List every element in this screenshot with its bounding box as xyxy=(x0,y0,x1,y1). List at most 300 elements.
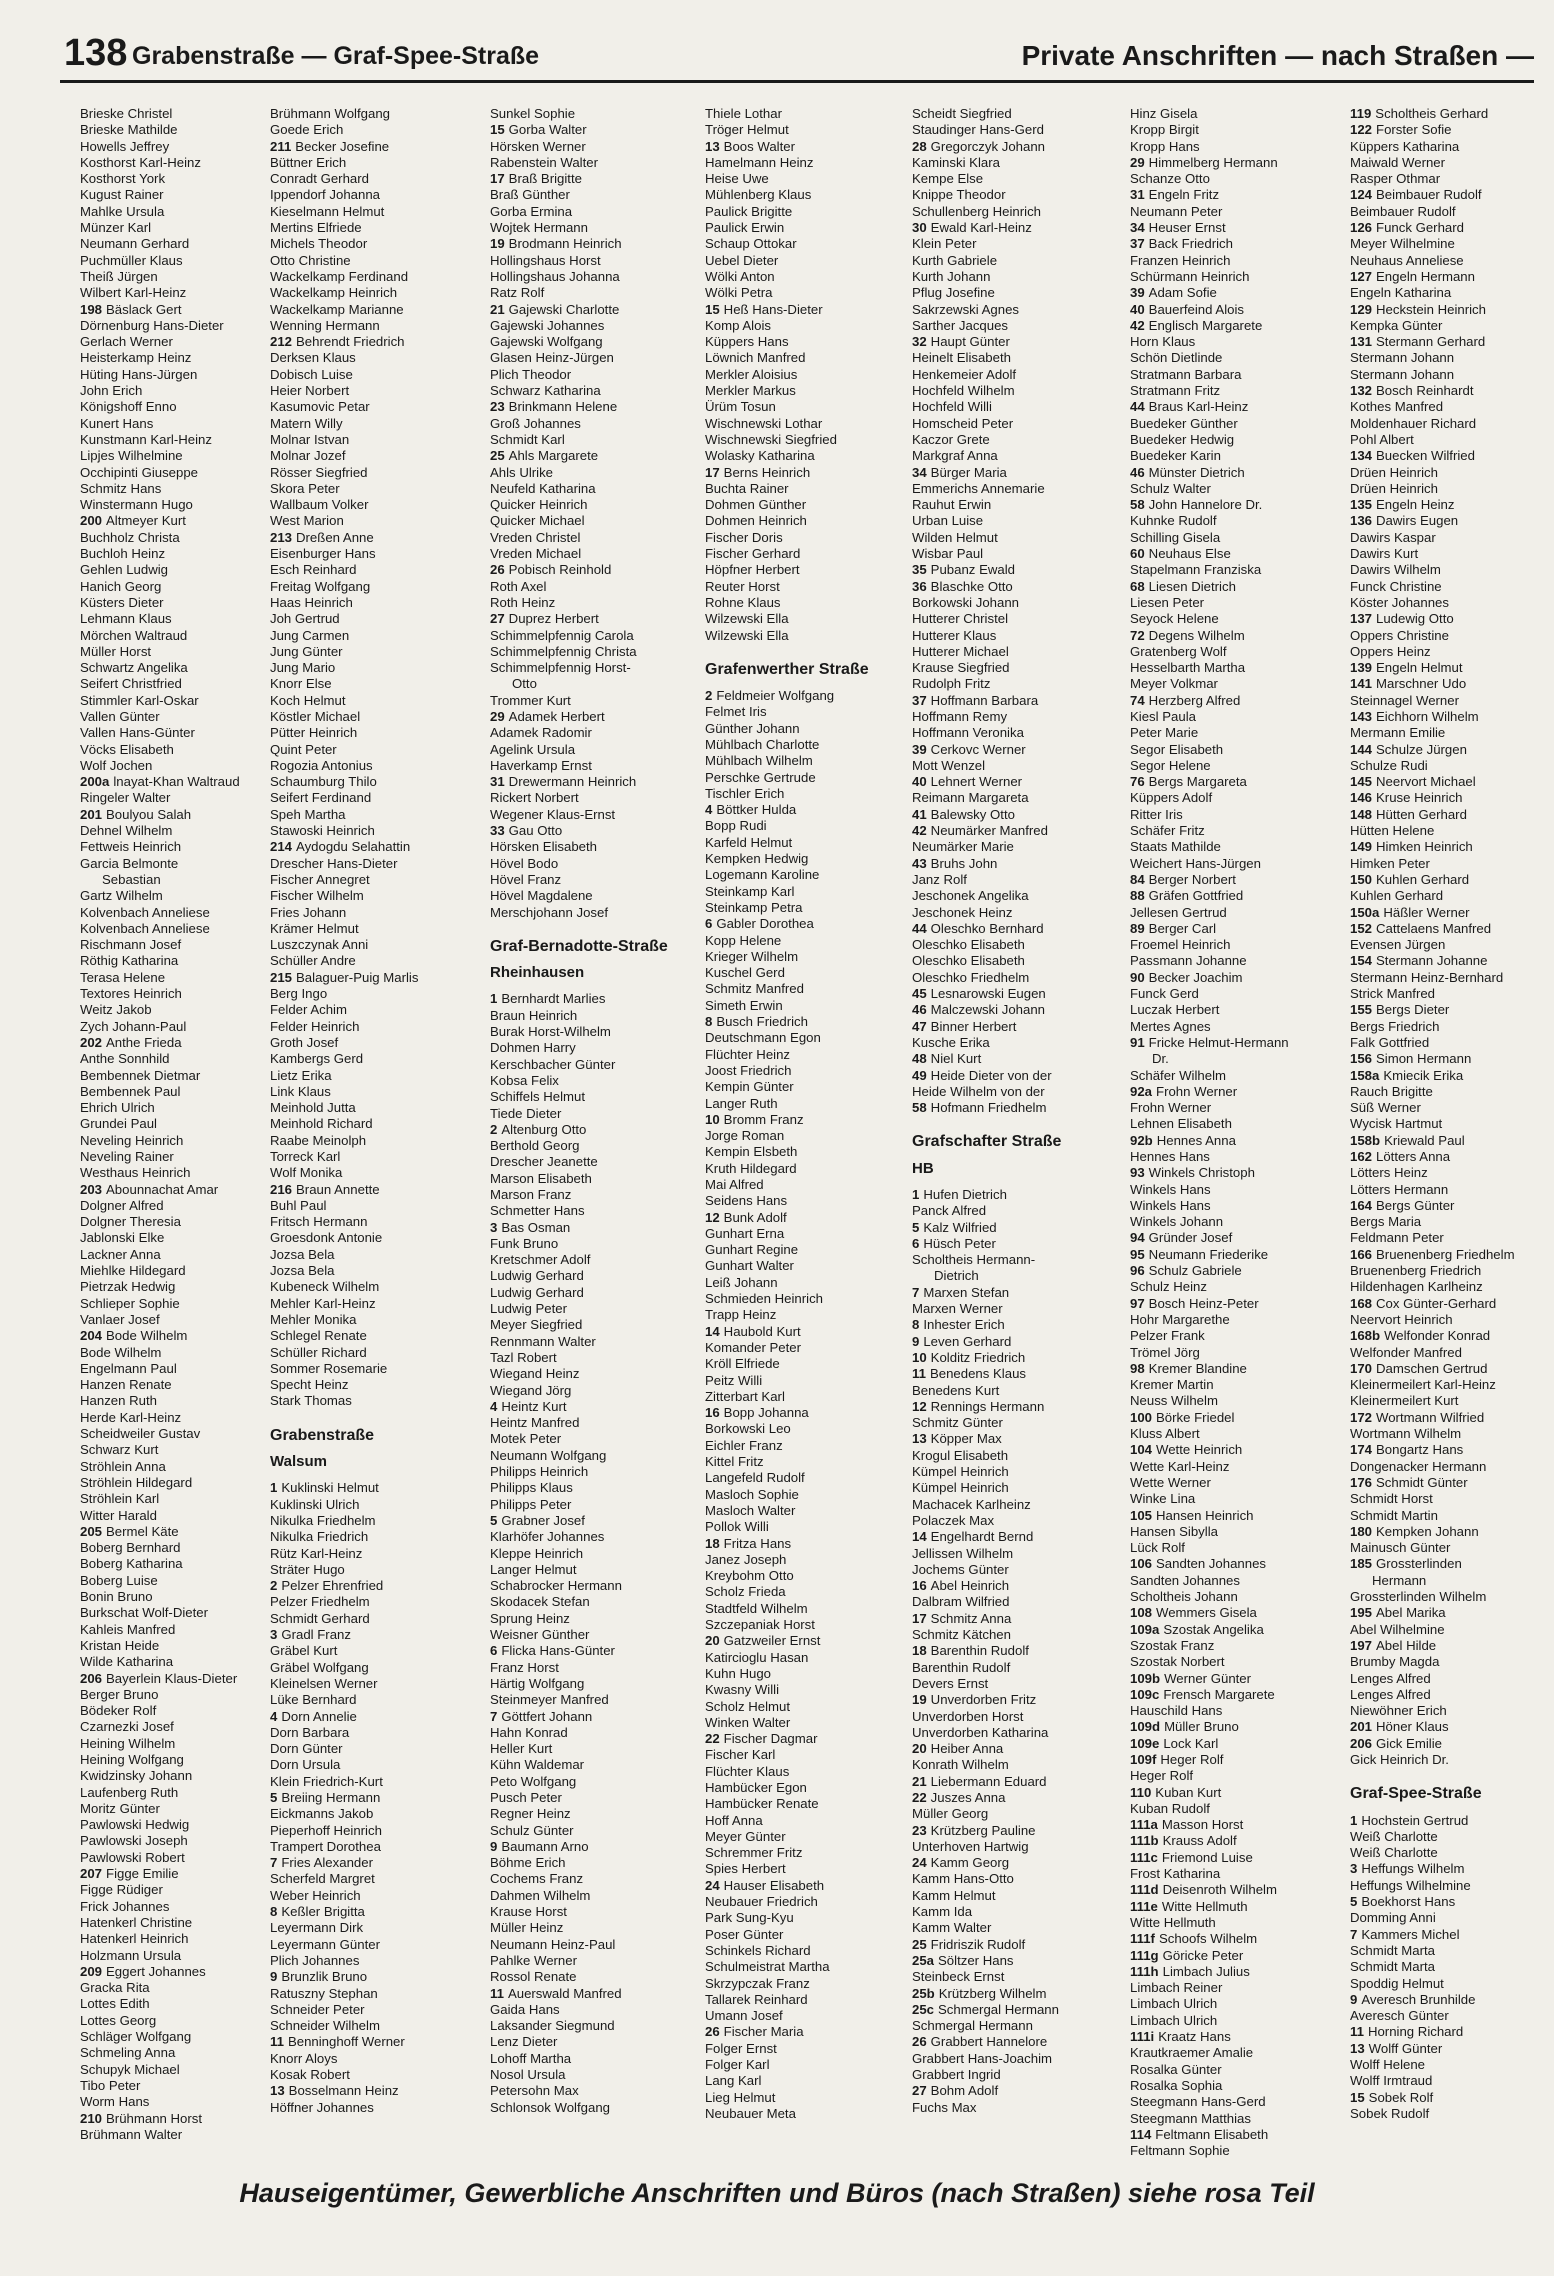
resident-entry xyxy=(1350,1736,1540,1752)
resident-entry xyxy=(1130,481,1345,497)
resident-entry xyxy=(705,704,905,720)
resident-entry xyxy=(1130,1736,1345,1752)
resident-entry xyxy=(1350,1524,1540,1540)
resident-entry xyxy=(705,900,905,916)
resident-name: Buedeker Hedwig xyxy=(1130,431,1235,447)
resident-name: Theiß Jürgen xyxy=(80,268,158,284)
resident-name: Bergs Maria xyxy=(1350,1214,1422,1230)
resident-name: Grabbert Hannelore xyxy=(930,2034,1048,2050)
resident-name: Schmidt Marta xyxy=(1350,1959,1436,1975)
resident-entry xyxy=(270,236,475,252)
resident-entry xyxy=(1130,2127,1345,2143)
resident-name: Forster Sofie xyxy=(1376,122,1452,138)
resident-entry xyxy=(705,2090,905,2106)
resident-name: Heffungs Wilhelmine xyxy=(1350,1877,1471,1893)
resident-entry xyxy=(1350,1377,1540,1393)
resident-entry xyxy=(912,905,1117,921)
resident-entry xyxy=(912,1562,1117,1578)
resident-name: Seyock Helene xyxy=(1130,611,1219,627)
resident-entry xyxy=(1130,513,1345,529)
resident-name: Häßler Werner xyxy=(1383,904,1470,920)
house-number: 13 xyxy=(270,2083,285,2099)
resident-name: Dietrich xyxy=(934,1268,979,1284)
resident-entry xyxy=(80,1410,245,1426)
house-number: 137 xyxy=(1350,611,1373,627)
resident-name: Unverdorben Katharina xyxy=(912,1724,1049,1740)
resident-name: Gregorczyk Johann xyxy=(930,138,1046,154)
resident-name: Dreßen Anne xyxy=(296,529,374,545)
resident-entry xyxy=(80,1263,245,1279)
resident-name: Schlieper Sophie xyxy=(80,1295,180,1311)
resident-entry xyxy=(80,139,245,155)
resident-entry xyxy=(1350,187,1540,203)
resident-entry xyxy=(270,1214,475,1230)
resident-name: Philipps Klaus xyxy=(490,1480,573,1496)
resident-name: Glasen Heinz-Jürgen xyxy=(490,350,614,366)
resident-entry xyxy=(80,318,245,334)
resident-entry xyxy=(912,1317,1117,1333)
resident-name: Welfonder Konrad xyxy=(1384,1328,1491,1344)
resident-entry xyxy=(490,2018,695,2034)
resident-name: Duprez Herbert xyxy=(508,611,599,627)
house-number: 105 xyxy=(1130,1507,1153,1523)
resident-entry xyxy=(1130,888,1345,904)
resident-entry xyxy=(490,2051,695,2067)
resident-entry xyxy=(705,334,905,350)
house-number: 88 xyxy=(1130,888,1145,904)
resident-name: Neumärker Marie xyxy=(912,839,1014,855)
resident-name: Kaczor Grete xyxy=(912,431,990,447)
resident-name: Fries Alexander xyxy=(281,1855,373,1871)
resident-entry xyxy=(270,693,475,709)
resident-name: Peto Wolfgang xyxy=(490,1773,577,1789)
resident-entry xyxy=(1350,1442,1540,1458)
resident-entry xyxy=(490,1089,695,1105)
resident-entry xyxy=(80,1312,245,1328)
resident-name: Buedeker Karin xyxy=(1130,448,1221,464)
resident-entry xyxy=(1350,644,1540,660)
resident-entry xyxy=(490,171,695,187)
resident-entry xyxy=(705,2041,905,2057)
resident-entry xyxy=(1350,171,1540,187)
resident-name: Rösser Siegfried xyxy=(270,464,368,480)
resident-name: Oleschko Bernhard xyxy=(930,920,1044,936)
resident-name: Böttker Hulda xyxy=(716,802,797,818)
resident-name: Mörchen Waltraud xyxy=(80,627,188,643)
resident-entry xyxy=(912,953,1117,969)
resident-entry xyxy=(270,481,475,497)
resident-entry xyxy=(1130,774,1345,790)
resident-name: Horning Richard xyxy=(1367,2024,1464,2040)
resident-entry xyxy=(705,1030,905,1046)
resident-name: Heining Wilhelm xyxy=(80,1735,176,1751)
resident-name: Küppers Katharina xyxy=(1350,138,1460,154)
house-number: 5 xyxy=(1350,1894,1358,1910)
resident-entry xyxy=(490,1969,695,1985)
house-number: 31 xyxy=(490,774,505,790)
resident-name: Ludwig Gerhard xyxy=(490,1284,584,1300)
resident-entry xyxy=(80,1866,245,1882)
resident-entry xyxy=(1350,2024,1540,2040)
resident-name: Funck Gerd xyxy=(1130,986,1199,1002)
resident-name: Eichhorn Wilhelm xyxy=(1376,708,1479,724)
resident-name: Bode Wilhelm xyxy=(80,1344,162,1360)
resident-name: Joost Friedrich xyxy=(705,1062,792,1078)
resident-name: Welfonder Manfred xyxy=(1350,1344,1462,1360)
resident-entry xyxy=(1350,1116,1540,1132)
resident-name: Krause Horst xyxy=(490,1904,567,1920)
resident-name: Herzberg Alfred xyxy=(1148,692,1241,708)
resident-name: Weiß Charlotte xyxy=(1350,1828,1438,1844)
resident-entry xyxy=(270,1757,475,1773)
resident-name: Schäfer Wilhelm xyxy=(1130,1067,1227,1083)
resident-name: Stermann Johann xyxy=(1350,350,1455,366)
resident-entry xyxy=(80,1703,245,1719)
resident-entry xyxy=(80,367,245,383)
resident-name: Merkler Aloisius xyxy=(705,366,798,382)
resident-name: Bruhs John xyxy=(930,855,998,871)
resident-name: Mühlbach Wilhelm xyxy=(705,753,813,769)
resident-name: Tallarek Reinhard xyxy=(705,1991,808,2007)
resident-name: Kropp Birgit xyxy=(1130,122,1199,138)
house-number: 17 xyxy=(912,1610,927,1626)
resident-entry xyxy=(705,753,905,769)
resident-name: Baumann Arno xyxy=(501,1838,589,1854)
district-heading: Walsum xyxy=(270,1453,327,1471)
house-number: 126 xyxy=(1350,220,1373,236)
resident-name: Höpfner Herbert xyxy=(705,562,800,578)
house-number: 37 xyxy=(1130,236,1145,252)
resident-entry xyxy=(80,1361,245,1377)
resident-entry xyxy=(912,1904,1117,1920)
resident-entry xyxy=(705,1943,905,1959)
resident-name: Bürger Maria xyxy=(930,464,1007,480)
resident-entry xyxy=(270,1165,475,1181)
house-number: 5 xyxy=(490,1512,498,1528)
resident-name: Frensch Margarete xyxy=(1163,1686,1275,1702)
resident-entry xyxy=(1350,546,1540,562)
resident-entry xyxy=(1350,1878,1540,1894)
resident-entry xyxy=(912,562,1117,578)
resident-name: Winkels Johann xyxy=(1130,1214,1224,1230)
resident-name: Klein Friedrich-Kurt xyxy=(270,1773,383,1789)
resident-name: Altenburg Otto xyxy=(501,1121,587,1137)
resident-entry xyxy=(1130,725,1345,741)
resident-name: Peter Marie xyxy=(1130,725,1199,741)
resident-entry xyxy=(80,187,245,203)
resident-entry xyxy=(270,1969,475,1985)
resident-name: Spoddig Helmut xyxy=(1350,1975,1444,1991)
resident-name: Bohm Adolf xyxy=(930,2083,999,2099)
resident-name: Pieperhoff Heinrich xyxy=(270,1822,382,1838)
house-number: 1 xyxy=(490,991,498,1007)
resident-entry xyxy=(270,318,475,334)
resident-name: Sarther Jacques xyxy=(912,317,1009,333)
resident-entry xyxy=(705,851,905,867)
resident-entry xyxy=(912,465,1117,481)
resident-name: Damschen Gertrud xyxy=(1376,1360,1488,1376)
resident-name: Koch Helmut xyxy=(270,692,346,708)
resident-entry xyxy=(490,2034,695,2050)
resident-name: Busch Friedrich xyxy=(716,1014,808,1030)
resident-name: Braun Annette xyxy=(296,1181,380,1197)
resident-name: Brühmann Wolfgang xyxy=(270,106,390,121)
resident-name: Brühmann Walter xyxy=(80,2126,183,2142)
resident-entry xyxy=(1350,1345,1540,1361)
resident-entry xyxy=(490,1741,695,1757)
resident-entry xyxy=(80,1654,245,1670)
house-number: 16 xyxy=(705,1405,720,1421)
resident-entry xyxy=(1130,1768,1345,1784)
house-number: 210 xyxy=(80,2110,103,2126)
resident-name: Czarnezki Josef xyxy=(80,1719,174,1735)
resident-name: Vreden Christel xyxy=(490,529,581,545)
resident-entry xyxy=(80,986,245,1002)
house-number: 58 xyxy=(1130,497,1145,513)
resident-name: Wiegand Heinz xyxy=(490,1366,580,1382)
resident-name: Szostak Norbert xyxy=(1130,1654,1225,1670)
house-number: 16 xyxy=(912,1578,927,1594)
resident-entry xyxy=(1130,953,1345,969)
resident-entry xyxy=(705,1373,905,1389)
house-number: 30 xyxy=(912,220,927,236)
resident-entry xyxy=(490,1529,695,1545)
resident-entry xyxy=(490,204,695,220)
resident-name: Buhl Paul xyxy=(270,1197,327,1213)
resident-entry xyxy=(80,155,245,171)
resident-name: Becker Josefine xyxy=(295,138,390,154)
resident-entry xyxy=(1130,1410,1345,1426)
house-number: 14 xyxy=(912,1529,927,1545)
resident-entry xyxy=(912,253,1117,269)
resident-entry xyxy=(1130,1002,1345,1018)
resident-name: Karfeld Helmut xyxy=(705,834,793,850)
resident-name: Scholtheis Johann xyxy=(1130,1589,1238,1605)
resident-name: Felder Achim xyxy=(270,1002,347,1018)
resident-entry xyxy=(1350,970,1540,986)
resident-entry xyxy=(912,856,1117,872)
resident-name: Feldmann Peter xyxy=(1350,1230,1444,1246)
resident-entry xyxy=(490,530,695,546)
resident-name: Oleschko Elisabeth xyxy=(912,953,1025,969)
house-number: 29 xyxy=(1130,154,1145,170)
resident-entry xyxy=(270,1741,475,1757)
resident-name: Dongenacker Hermann xyxy=(1350,1458,1487,1474)
resident-name: Haverkamp Ernst xyxy=(490,757,592,773)
resident-name: Heide Dieter von der xyxy=(930,1067,1052,1083)
resident-name: Unverdorben Horst xyxy=(912,1708,1024,1724)
resident-name: Plich Johannes xyxy=(270,1952,360,1968)
resident-name: Kuban Rudolf xyxy=(1130,1800,1210,1816)
resident-name: Bruenenberg Friedrich xyxy=(1350,1263,1482,1279)
resident-name: Bode Wilhelm xyxy=(106,1328,188,1344)
house-number: 176 xyxy=(1350,1474,1373,1490)
resident-entry xyxy=(270,155,475,171)
street-range-title: Grabenstraße — Graf-Spee-Straße xyxy=(132,42,540,70)
resident-entry xyxy=(705,2106,905,2122)
resident-name: Fettweis Heinrich xyxy=(80,839,182,855)
resident-name: Dehnel Wilhelm xyxy=(80,823,173,839)
resident-name: Knorr Aloys xyxy=(270,2050,338,2066)
house-number: 34 xyxy=(912,464,927,480)
resident-entry xyxy=(1350,1328,1540,1344)
resident-name: Zych Johann-Paul xyxy=(80,1018,187,1034)
resident-name: Fischer Maria xyxy=(723,2024,804,2040)
resident-entry xyxy=(1130,2094,1345,2110)
resident-entry xyxy=(912,807,1117,823)
resident-entry xyxy=(912,693,1117,709)
resident-entry xyxy=(490,1806,695,1822)
resident-name: Engeln Helmut xyxy=(1376,660,1463,676)
resident-name: Mehler Monika xyxy=(270,1311,357,1327)
resident-name: Wilde Katharina xyxy=(80,1654,174,1670)
resident-entry xyxy=(80,1964,245,1980)
resident-entry xyxy=(80,725,245,741)
resident-name: Himmelberg Hermann xyxy=(1148,154,1278,170)
resident-entry xyxy=(270,302,475,318)
resident-entry xyxy=(1350,660,1540,676)
resident-name: Pütter Heinrich xyxy=(270,725,358,741)
resident-name: Pelzer Friedhelm xyxy=(270,1594,370,1610)
resident-entry xyxy=(912,1725,1117,1741)
resident-name: Hüting Hans-Jürgen xyxy=(80,366,198,382)
resident-entry xyxy=(1350,1230,1540,1246)
resident-name: Mertes Agnes xyxy=(1130,1018,1211,1034)
street-heading: Grafschafter Straße xyxy=(912,1133,1062,1151)
resident-entry xyxy=(1350,1894,1540,1910)
resident-entry xyxy=(270,595,475,611)
resident-entry xyxy=(490,693,695,709)
house-number: 197 xyxy=(1350,1637,1373,1653)
resident-entry xyxy=(1350,1491,1540,1507)
resident-name: Trömel Jörg xyxy=(1130,1344,1200,1360)
resident-name: Wölki Petra xyxy=(705,285,773,301)
resident-entry xyxy=(705,1601,905,1617)
resident-entry xyxy=(270,611,475,627)
resident-entry xyxy=(705,579,905,595)
house-number: 215 xyxy=(270,969,293,985)
resident-entry xyxy=(705,611,905,627)
resident-entry xyxy=(1130,1345,1345,1361)
resident-entry xyxy=(705,1438,905,1454)
resident-entry xyxy=(912,1937,1117,1953)
resident-name: Kurth Gabriele xyxy=(912,252,998,268)
house-number: 72 xyxy=(1130,627,1145,643)
resident-name: Kittel Fritz xyxy=(705,1454,764,1470)
resident-entry xyxy=(80,350,245,366)
resident-name: Speh Martha xyxy=(270,806,346,822)
resident-name: Feltmann Elisabeth xyxy=(1155,2126,1269,2142)
resident-name: Laksander Siegmund xyxy=(490,2018,615,2034)
resident-name: Meyer Siegfried xyxy=(490,1317,583,1333)
resident-name: Neumann Friederike xyxy=(1148,1246,1269,1262)
resident-entry xyxy=(705,530,905,546)
resident-name: Barenthin Rudolf xyxy=(930,1643,1029,1659)
resident-entry xyxy=(490,350,695,366)
resident-entry xyxy=(705,1144,905,1160)
resident-entry xyxy=(1350,1959,1540,1975)
resident-name: Bas Osman xyxy=(501,1219,571,1235)
resident-entry xyxy=(80,1296,245,1312)
resident-name: Ahls Margarete xyxy=(508,448,599,464)
district-heading: HB xyxy=(912,1159,934,1177)
resident-name: Unterhoven Hartwig xyxy=(912,1838,1029,1854)
resident-entry xyxy=(490,1138,695,1154)
resident-name: Schmieden Heinrich xyxy=(705,1291,824,1307)
resident-name: Engelmann Paul xyxy=(80,1360,177,1376)
house-number: 7 xyxy=(1350,1926,1358,1942)
resident-entry xyxy=(490,872,695,888)
resident-name: Schmitz Manfred xyxy=(705,981,804,997)
resident-entry xyxy=(270,1198,475,1214)
resident-name: Fischer Annegret xyxy=(270,871,370,887)
resident-entry xyxy=(1350,2106,1540,2122)
resident-entry xyxy=(912,236,1117,252)
resident-entry xyxy=(80,1328,245,1344)
resident-name: Fries Johann xyxy=(270,904,347,920)
resident-entry xyxy=(270,888,475,904)
resident-entry xyxy=(270,1578,475,1594)
resident-entry xyxy=(912,1855,1117,1871)
resident-name: Stermann Johann xyxy=(1350,366,1455,382)
resident-entry xyxy=(912,1578,1117,1594)
resident-entry xyxy=(490,1937,695,1953)
resident-name: Quicker Heinrich xyxy=(490,497,588,513)
house-number: 11 xyxy=(490,1985,504,2001)
resident-name: Schulmeistrat Martha xyxy=(705,1959,830,1975)
resident-entry xyxy=(80,1980,245,1996)
resident-entry xyxy=(705,1992,905,2008)
resident-entry xyxy=(705,220,905,236)
resident-name: Masson Horst xyxy=(1161,1817,1244,1833)
resident-name: Konrath Wilhelm xyxy=(912,1757,1009,1773)
house-number: 203 xyxy=(80,1181,103,1197)
resident-entry xyxy=(80,1605,245,1621)
resident-entry xyxy=(1130,660,1345,676)
resident-name: Mertins Elfriede xyxy=(270,220,362,236)
resident-entry xyxy=(270,1247,475,1263)
resident-name: Matern Willy xyxy=(270,415,343,431)
resident-entry xyxy=(1350,676,1540,692)
resident-name: Neumann Peter xyxy=(1130,203,1223,219)
resident-entry xyxy=(80,220,245,236)
resident-entry xyxy=(912,1464,1117,1480)
resident-name: Breiing Hermann xyxy=(281,1789,381,1805)
resident-name: Cattelaens Manfred xyxy=(1376,920,1492,936)
resident-name: Rossol Renate xyxy=(490,1969,577,1985)
resident-name: Kamm Ida xyxy=(912,1904,973,1920)
resident-entry xyxy=(1130,1361,1345,1377)
house-number: 168b xyxy=(1350,1328,1381,1344)
resident-name: Wolff Irmtraud xyxy=(1350,2073,1433,2089)
resident-entry xyxy=(912,1986,1117,2002)
resident-entry xyxy=(1130,1703,1345,1719)
house-number: 46 xyxy=(1130,464,1145,480)
resident-name: Heger Rolf xyxy=(1160,1751,1224,1767)
resident-entry xyxy=(490,1920,695,1936)
resident-entry xyxy=(80,497,245,513)
resident-name: Burak Horst-Wilhelm xyxy=(490,1024,611,1040)
resident-name: Rickert Norbert xyxy=(490,790,579,806)
resident-entry xyxy=(80,1247,245,1263)
resident-name: Vallen Hans-Günter xyxy=(80,725,195,741)
house-number: 109c xyxy=(1130,1686,1160,1702)
resident-entry xyxy=(80,1345,245,1361)
resident-entry xyxy=(1350,1927,1540,1943)
resident-name: Hahn Konrad xyxy=(490,1724,568,1740)
resident-entry xyxy=(490,579,695,595)
resident-name: Quint Peter xyxy=(270,741,337,757)
